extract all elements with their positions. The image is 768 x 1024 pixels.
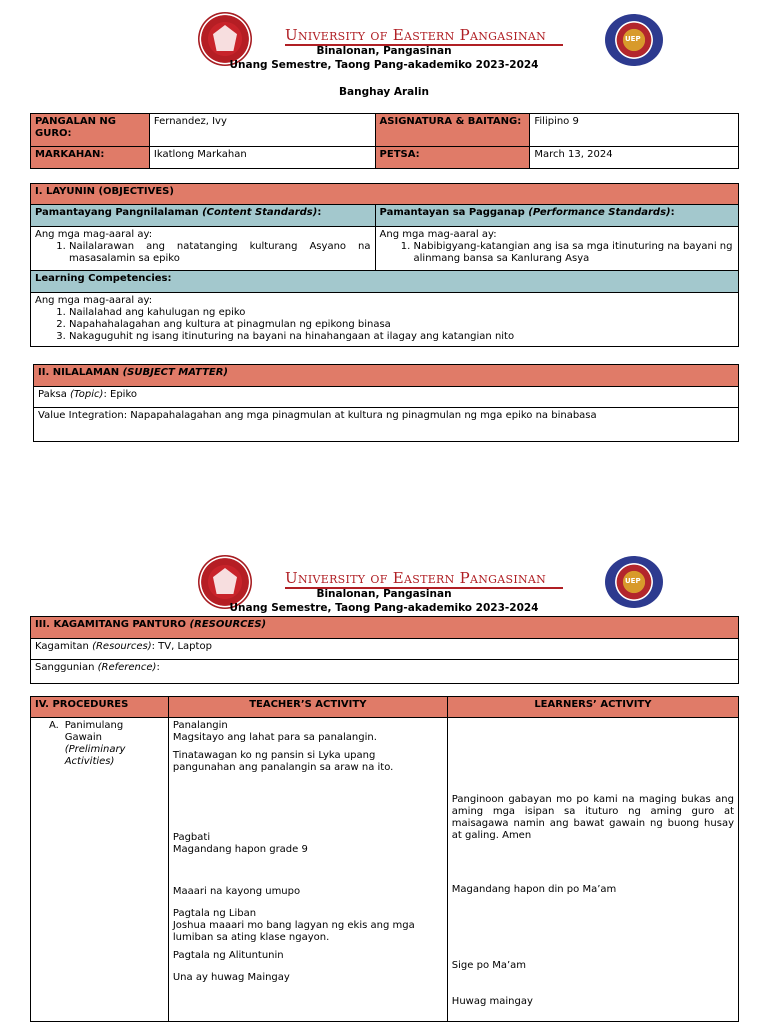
learner-line: Sige po Ma’am bbox=[451, 960, 527, 971]
performance-standards-cell bbox=[375, 227, 738, 271]
teacher-info-table bbox=[30, 113, 739, 169]
subject-matter-heading-text: II. NILALAMAN bbox=[38, 367, 123, 378]
step-name: Panimulang Gawain bbox=[64, 720, 124, 743]
materials-cell bbox=[31, 639, 739, 660]
competencies-heading: Learning Competencies: bbox=[31, 271, 739, 293]
step-en: (Preliminary Activities) bbox=[64, 744, 126, 767]
procedures-table bbox=[30, 696, 739, 1022]
teacher-value: Fernandez, Ivy bbox=[149, 114, 375, 147]
resources-heading-text: III. KAGAMITANG PANTURO bbox=[35, 619, 190, 630]
topic-cell bbox=[34, 387, 739, 408]
performance-standards-label: Pamantayan sa Pagganap bbox=[379, 207, 529, 218]
content-standards-cell bbox=[31, 227, 376, 271]
teacher-label: PANGALAN NG GURO: bbox=[31, 114, 150, 147]
topic-label: Paksa bbox=[38, 389, 71, 400]
step-letter: A. bbox=[49, 720, 59, 731]
university-name: University of Eastern Pangasinan bbox=[285, 569, 547, 587]
teacher-line: Joshua maaari mo bang lagyan ng ekis ang mga lumiban sa ating klase ngayon. bbox=[172, 920, 415, 943]
teacher-line: Maaari na kayong umupo bbox=[172, 886, 301, 897]
materials-value: : TV, Laptop bbox=[151, 641, 212, 652]
subject-matter-heading-en: (SUBJECT MATTER) bbox=[122, 367, 228, 378]
materials-en: (Resources) bbox=[92, 641, 152, 652]
semester-line: Unang Semestre, Taong Pang-akademiko 2023-2024 bbox=[229, 602, 539, 614]
page-header-1 bbox=[0, 10, 768, 80]
page-title: Banghay Aralin bbox=[339, 86, 429, 98]
date-label: PETSA: bbox=[375, 147, 530, 169]
content-standards-en: (Content Standards) bbox=[202, 207, 318, 218]
subject-matter-table bbox=[33, 364, 739, 442]
subject-matter-heading bbox=[34, 365, 739, 387]
subject-value: Filipino 9 bbox=[530, 114, 739, 147]
learner-line: Panginoon gabayan mo po kami na maging bukas ang aming mga isipan sa ituturo ng aming guro at maisagawa namin ang bawat gawain ng buong husay at galing. Amen bbox=[451, 794, 734, 841]
teacher-line: Magandang hapon grade 9 bbox=[172, 844, 308, 855]
teacher-line: Pagtala ng Liban bbox=[172, 908, 257, 919]
university-location: Binalonan, Pangasinan bbox=[316, 45, 452, 57]
quarter-label: MARKAHAN: bbox=[31, 147, 150, 169]
university-name: University of Eastern Pangasinan bbox=[285, 26, 547, 44]
university-seal-left bbox=[198, 12, 252, 66]
teacher-line: Pagbati bbox=[172, 832, 211, 843]
performance-standards-header: Pamantayan sa Pagganap (Performance Standards): bbox=[375, 205, 738, 227]
date-value: March 13, 2024 bbox=[530, 147, 739, 169]
university-seal-right bbox=[605, 556, 663, 608]
topic-en: (Topic) bbox=[70, 389, 104, 400]
teacher-line: Magsitayo ang lahat para sa panalangin. bbox=[172, 732, 377, 743]
seal-label: UEP bbox=[625, 35, 641, 43]
teacher-activity-header: TEACHER’S ACTIVITY bbox=[168, 697, 447, 718]
subject-label: ASIGNATURA & BAITANG: bbox=[375, 114, 530, 147]
learner-line: Huwag maingay bbox=[451, 996, 533, 1007]
competencies-cell bbox=[31, 293, 739, 347]
procedures-col-header: IV. PROCEDURES bbox=[31, 697, 169, 718]
page-header-2 bbox=[0, 555, 768, 625]
performance-standards-en: (Performance Standards) bbox=[528, 207, 671, 218]
learners-activity-cell bbox=[447, 718, 738, 1022]
seal-label: UEP bbox=[625, 577, 641, 585]
step-cell bbox=[31, 718, 169, 1022]
content-standards-label: Pamantayang Pangnilalaman bbox=[35, 207, 203, 218]
content-standards-header: Pamantayang Pangnilalaman (Content Standards): bbox=[31, 205, 376, 227]
reference-label: Sanggunian bbox=[35, 662, 98, 673]
reference-cell bbox=[31, 660, 739, 684]
teacher-line: Panalangin bbox=[172, 720, 228, 731]
materials-label: Kagamitan bbox=[35, 641, 93, 652]
semester-line: Unang Semestre, Taong Pang-akademiko 2023-2024 bbox=[229, 59, 539, 71]
objectives-heading: I. LAYUNIN (OBJECTIVES) bbox=[31, 184, 739, 205]
resources-heading bbox=[31, 617, 739, 639]
content-standards-item: 1. Nailalarawan ang natatanging kulturang Asyano na masasalamin sa epiko bbox=[69, 241, 371, 265]
teacher-line: Una ay huwag Maingay bbox=[172, 972, 290, 983]
value-integration: Value Integration: Napapahalagahan ang mga pinagmulan at kultura ng pinagmulan ng mga epiko na binabasa bbox=[34, 408, 739, 442]
teacher-activity-cell bbox=[168, 718, 447, 1022]
learner-line: Magandang hapon din po Ma’am bbox=[451, 884, 617, 895]
quarter-value: Ikatlong Markahan bbox=[149, 147, 375, 169]
competency-item: 1. Nailalahad ang kahulugan ng epiko bbox=[69, 307, 734, 319]
reference-value: : bbox=[156, 662, 160, 673]
objectives-table bbox=[30, 183, 739, 347]
performance-standards-item: 1. Nabibigyang-katangian ang isa sa mga itinuturing na bayani ng alinmang bansa sa Kanlurang Asya bbox=[414, 241, 734, 265]
topic-value: : Epiko bbox=[103, 389, 137, 400]
reference-en: (Reference) bbox=[97, 662, 157, 673]
competency-item: 3. Nakaguguhit ng isang itinuturing na bayani na hinahangaan at ilagay ang katangian nito bbox=[69, 331, 734, 343]
teacher-line: Pagtala ng Alituntunin bbox=[172, 950, 284, 961]
resources-heading-en: (RESOURCES) bbox=[189, 619, 267, 630]
competencies-intro: Ang mga mag-aaral ay: bbox=[35, 295, 153, 306]
performance-standards-intro: Ang mga mag-aaral ay: bbox=[379, 229, 497, 240]
university-seal-left bbox=[198, 555, 252, 609]
competency-item: 2. Napahahalagahan ang kultura at pinagmulan ng epikong binasa bbox=[69, 319, 734, 331]
university-location: Binalonan, Pangasinan bbox=[316, 588, 452, 600]
learners-activity-header: LEARNERS’ ACTIVITY bbox=[447, 697, 738, 718]
content-standards-intro: Ang mga mag-aaral ay: bbox=[35, 229, 153, 240]
teacher-line: Tinatawagan ko ng pansin si Lyka upang pangunahan ang panalangin sa araw na ito. bbox=[172, 750, 394, 773]
resources-table bbox=[30, 616, 739, 684]
